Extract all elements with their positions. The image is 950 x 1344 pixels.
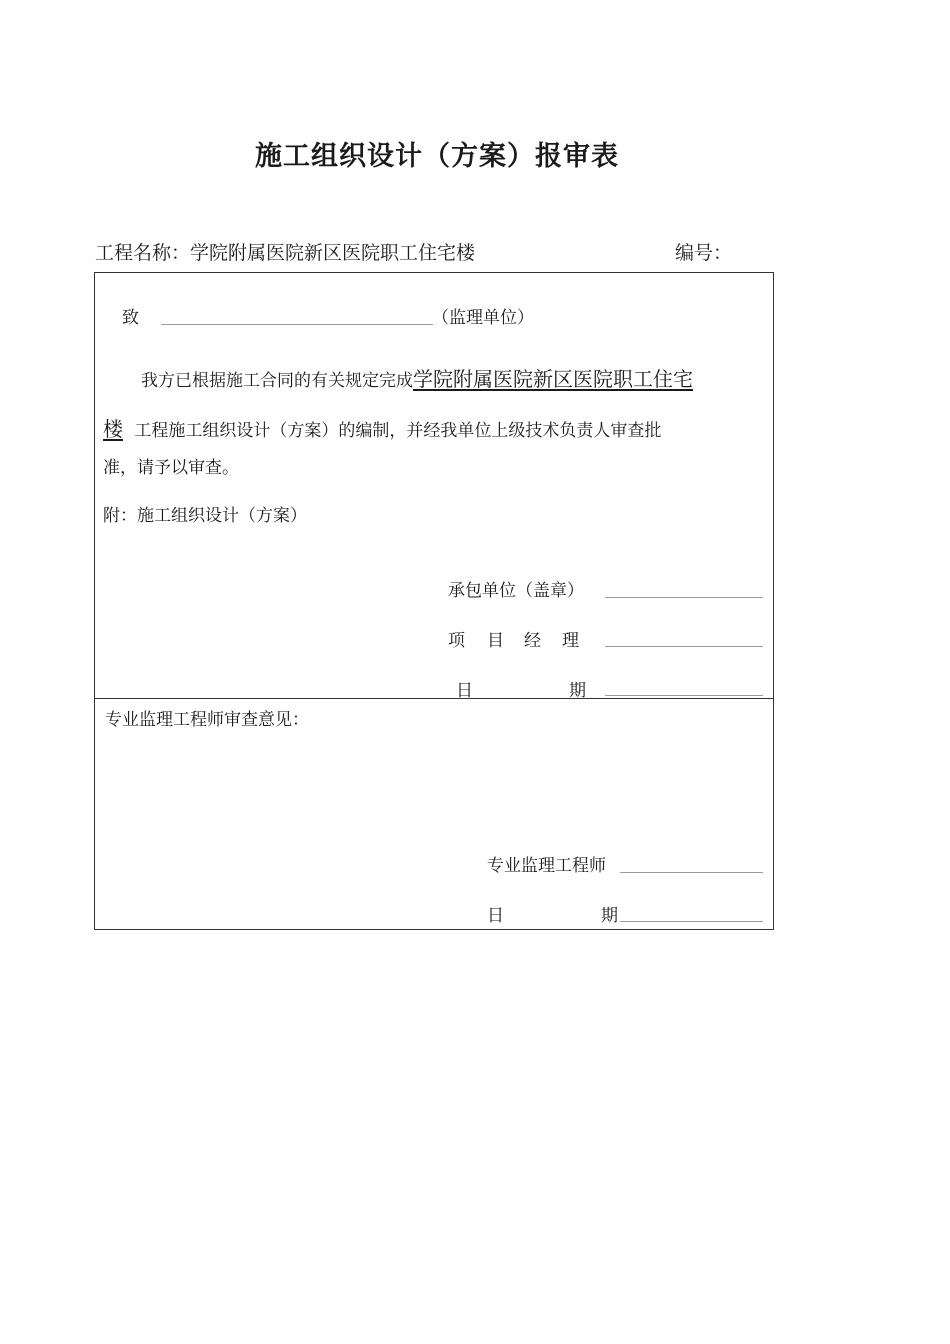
project-name-line [95,238,475,265]
engineer-label: 专业监理工程师 [487,856,606,876]
date-field[interactable] [605,695,763,696]
section-divider [95,698,773,699]
project-name: 学院附属医院新区医院职工住宅楼 [190,242,476,264]
attachment-label: 附：施工组织设计（方案） [103,506,307,526]
bottom-date-field[interactable] [620,921,763,922]
manager-char-1: 项 [448,631,465,651]
engineer-signature-field[interactable] [620,872,763,873]
supervisor-unit-field[interactable] [161,324,433,325]
to-label: 致 [122,308,139,328]
contractor-signature-field[interactable] [605,597,763,598]
bottom-date-char-1: 日 [487,906,504,926]
page-title: 施工组织设计（方案）报审表 [255,141,619,172]
opinion-label: 专业监理工程师审查意见： [105,710,309,730]
form-table [94,272,774,930]
paragraph-line-1 [141,363,693,392]
paragraph-project-name: 学院附属医院新区医院职工住宅 [413,367,693,391]
manager-char-3: 经 [524,631,541,651]
paragraph-end: 准，请予以审查。 [103,458,239,478]
date-char-1: 日 [456,681,473,701]
number-label: 编号： [675,242,733,264]
manager-signature-field[interactable] [605,646,763,647]
header-row [95,238,775,266]
bottom-date-char-2: 期 [601,906,618,926]
paragraph-project-name-end: 楼 [103,417,123,441]
date-char-2: 期 [569,681,586,701]
project-label: 工程名称： [95,242,191,264]
manager-char-4: 理 [562,631,579,651]
paragraph-mid: 工程施工组织设计（方案）的编制，并经我单位上级技术负责人审查批 [134,421,662,441]
manager-char-2: 目 [487,631,504,651]
contractor-label: 承包单位（盖章） [448,581,584,601]
supervisor-unit-label: （监理单位） [432,308,534,328]
paragraph-prefix: 我方已根据施工合同的有关规定完成 [141,371,413,391]
paragraph-line-2 [103,413,661,442]
